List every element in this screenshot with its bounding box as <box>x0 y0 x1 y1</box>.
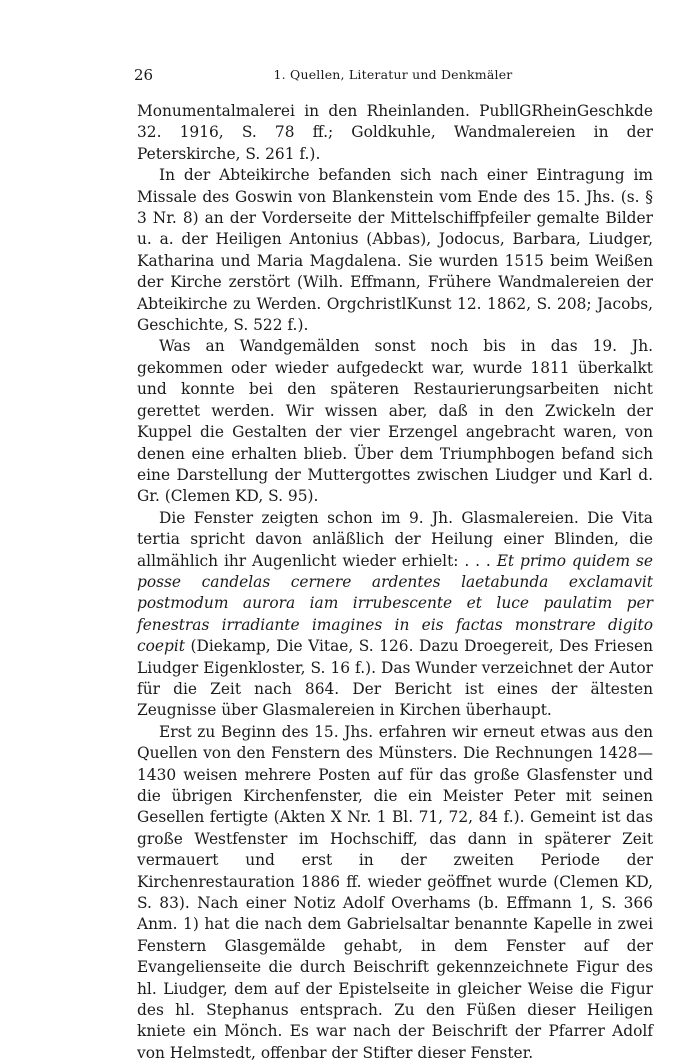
latin-quotation: Et primo quidem se posse candelas cernere ardentes laetabunda exclamavit postmodum aurora iam irrubescente et luce paulatim per fenestras irradiante imagines in eis factas monstrare digito coepit <box>137 551 653 656</box>
page-number: 26 <box>134 66 154 84</box>
paragraph-4-text: Die Fenster zeigten schon im 9. Jh. Glasmalereien. Die Vita tertia spricht davon anläßlich der Heilung einer Blinden, die allmählich ihr Augenlicht wieder erhielt: . . . <box>137 508 653 570</box>
running-head: 1. Quellen, Literatur und Denkmäler <box>273 67 513 82</box>
paragraph-4-text-continued: (Diekamp, Die Vitae, S. 126. Dazu Droegereit, Des Friesen Liudger Eigenkloster, S. 16 f.). Das Wunder verzeichnet der Autor für die Zeit nach 864. Der Bericht ist eines der ältesten Zeugnisse über Glasmalereien in Kirchen überhaupt. <box>137 637 653 720</box>
paragraph-4 <box>137 508 653 722</box>
paragraph-2: In der Abteikirche befanden sich nach einer Eintragung im Missale des Goswin von Blankenstein vom Ende des 15. Jhs. (s. § 3 Nr. 8) an der Vorderseite der Mittelschiffpfeiler gemalte Bilder u. a. der Heiligen Antonius (Abbas), Jodocus, Barbara, Liudger, Katharina und Maria Magdalena. Sie wurden 1515 beim Weißen der Kirche zerstört (Wilh. Effmann, Frühere Wandmalereien der Abteikirche zu Werden. OrgchristlKunst 12. 1862, S. 208; Jacobs, Geschichte, S. 522 f.). <box>137 166 653 335</box>
paragraph-3: Was an Wandgemälden sonst noch bis in das 19. Jh. gekommen oder wieder aufgedeckt war, wurde 1811 überkalkt und konnte bei den späteren Restaurierungsarbeiten nicht gerettet werden. Wir wissen aber, daß in den Zwickeln der Kuppel die Gestalten der vier Erzengel angebracht waren, von denen eine erhalten blieb. Über dem Triumphbogen befand sich eine Darstellung der Muttergottes zwischen Liudger und Karl d. Gr. (Clemen KD, S. 95). <box>137 337 653 506</box>
page-header <box>134 66 652 86</box>
paragraph-5: Erst zu Beginn des 15. Jhs. erfahren wir erneut etwas aus den Quellen von den Fenstern des Münsters. Die Rechnungen 1428—1430 weisen mehrere Posten auf für das große Glasfenster und die übrigen Kirchenfenster, die ein Meister Peter mit seinen Gesellen fertigte (Akten X Nr. 1 Bl. 71, 72, 84 f.). Gemeint ist das große Westfenster im Hochschiff, das dann in späterer Zeit vermauert und erst in der zweiten Periode der Kirchenrestauration 1886 ff. wieder geöffnet wurde (Clemen KD, S. 83). Nach einer Notiz Adolf Overhams (b. Effmann 1, S. 366 Anm. 1) hat die nach dem Gabrielsaltar benannte Kapelle in zwei Fenstern Glasgemälde gehabt, in dem Fenster auf der Evangelienseite die durch Beischrift gekennzeichnete Figur des hl. Liudger, dem auf der Epistelseite in gleicher Weise die Figur des hl. Stephanus entsprach. Zu den Füßen dieser Heiligen kniete ein Mönch. Es war nach der Beischrift der Pfarrer Adolf von Helmstedt, offenbar der Stifter dieser Fenster. <box>137 722 653 1062</box>
paragraph-1: Monumentalmalerei in den Rheinlanden. PubllGRheinGeschkde 32. 1916, S. 78 ff.; Goldkuhle, Wandmalereien in der Peterskirche, S. 261 f.). <box>137 102 653 163</box>
body-text <box>137 101 653 1064</box>
